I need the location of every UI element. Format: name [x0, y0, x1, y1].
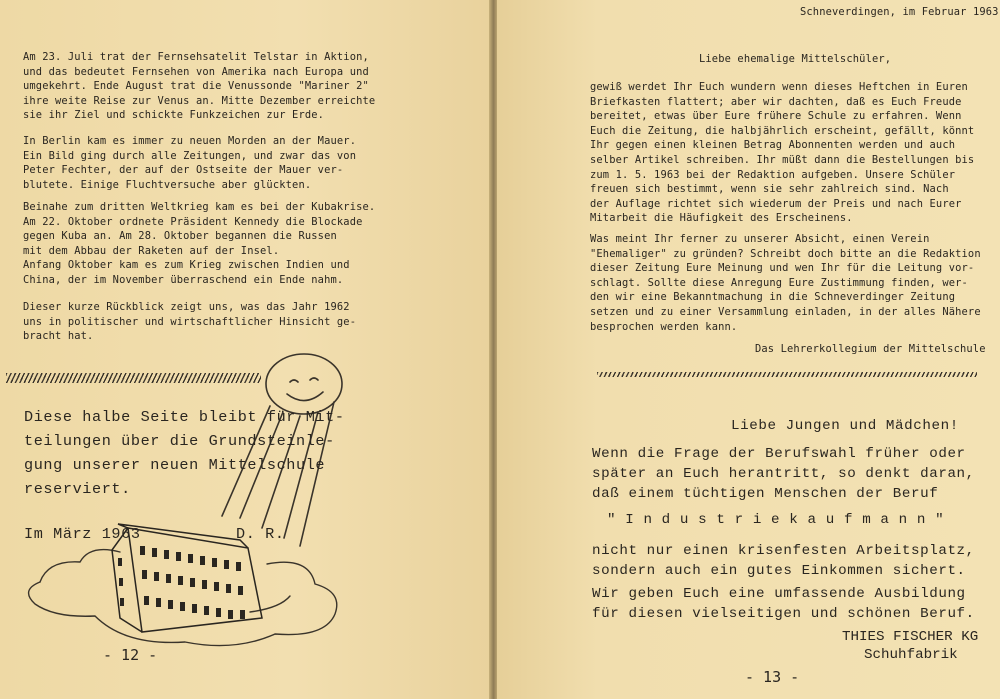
company-name: THIES FISCHER KG — [842, 629, 979, 645]
ad-profession: " I n d u s t r i e k a u f m a n n " — [607, 512, 945, 528]
right-page — [497, 0, 1000, 699]
company-type: Schuhfabrik — [864, 647, 958, 663]
ad-text-1: Wenn die Frage der Berufswahl früher oder später an Euch herantritt, so denkt daran, daß einem tüchtigen Menschen der Beruf — [592, 446, 975, 502]
paragraph-review: Dieser kurze Rückblick zeigt uns, was das Jahr 1962 uns in politischer und wirtschaftlicher Hinsicht ge- bracht hat. — [23, 301, 357, 343]
letter-paragraph-2: Was meint Ihr ferner zu unserer Absicht, einen Verein "Ehemaliger" zu gründen? Schreibt doch bitte an die Redaktion dieser Zeitung Eure Meinung und wen Ihr für die Leitung vor- schlagt. Sollte diese Anregung Eure Zustimmung finden, wer- den wir eine Bekanntmachung in die Schneverdinger Zeitung setzen und zu einer Versammlung einladen, in der alles Nähere besprochen werden kann. — [590, 233, 981, 333]
letter-paragraph-1: gewiß werdet Ihr Euch wundern wenn dieses Heftchen in Euren Briefkasten flattert; aber wir dachten, daß es Euch Freude bereitet, etwas über Eure frühere Schule zu erfahren. Wenn Euch die Zeitung, die halbjährlich erscheint, gefällt, könnt Ihr gegen einen kleinen Betrag Abonnenten werden und auch selber Artikel schreiben. Ihr müßt dann die Bestellungen bis zum 1. 5. 1963 bei der Redaktion aufgeben. Unsere Schüler freuen sich bestimmt, wenn sie sehr zahlreich sind. Nach der Auflage richtet sich wiederum der Preis und nach Eurer Mitarbeit die Häufigkeit des Erscheinens. — [590, 81, 975, 225]
letter-salutation: Liebe ehemalige Mittelschüler, — [699, 53, 892, 65]
paragraph-telstar: Am 23. Juli trat der Fernsehsatelit Telstar in Aktion, und das bedeutet Fernsehen von Amerika nach Europa und umgekehrt. Ende August trat die Venussonde "Mariner 2" ihre weite Reise zur Venus an. Mitte Dezember erreichte sie ihr Ziel und schickte Funkzeichen zur Erde. — [23, 51, 376, 122]
author-initials: D. R. — [236, 525, 285, 543]
left-page — [0, 0, 490, 699]
cloud-drawing — [29, 550, 337, 646]
ad-text-2: nicht nur einen krisenfesten Arbeitsplatz, sondern auch ein gutes Einkommen sichert. — [592, 543, 975, 579]
ad-greeting: Liebe Jungen und Mädchen! — [731, 418, 959, 434]
page-number-right: - 13 - — [745, 668, 800, 686]
reserved-notice: Diese halbe Seite bleibt für Mit- teilungen über die Grundsteinle- gung unserer neuen Mittelschule reserviert. — [24, 408, 345, 498]
hatched-divider-right — [597, 372, 977, 377]
letter-signature: Das Lehrerkollegium der Mittelschule — [755, 343, 986, 355]
date-line: Im März 1963 — [24, 525, 141, 543]
ad-text-3: Wir geben Euch eine umfassende Ausbildung für diesen vielseitigen und schönen Beruf. — [592, 586, 975, 622]
page-number-left: - 12 - — [103, 646, 158, 664]
paragraph-cuba-crisis: Beinahe zum dritten Weltkrieg kam es bei der Kubakrise. Am 22. Oktober ordnete Präsident Kennedy die Blockade gegen Kuba an. Am 28. Oktober begannen die Russen mit dem Abbau der Raketen auf der Insel. Anfang Oktober kam es zum Krieg zwischen Indien und China, der im November überraschend ein Ende nahm. — [23, 201, 376, 286]
paragraph-berlin: In Berlin kam es immer zu neuen Morden an der Mauer. Ein Bild ging durch alle Zeitungen, und zwar das von Peter Fechter, der auf der Ostseite der Mauer ver- blutete. Einige Fluchtversuche aber glückten. — [23, 135, 357, 191]
dateline: Schneverdingen, im Februar 1963 — [800, 6, 999, 18]
